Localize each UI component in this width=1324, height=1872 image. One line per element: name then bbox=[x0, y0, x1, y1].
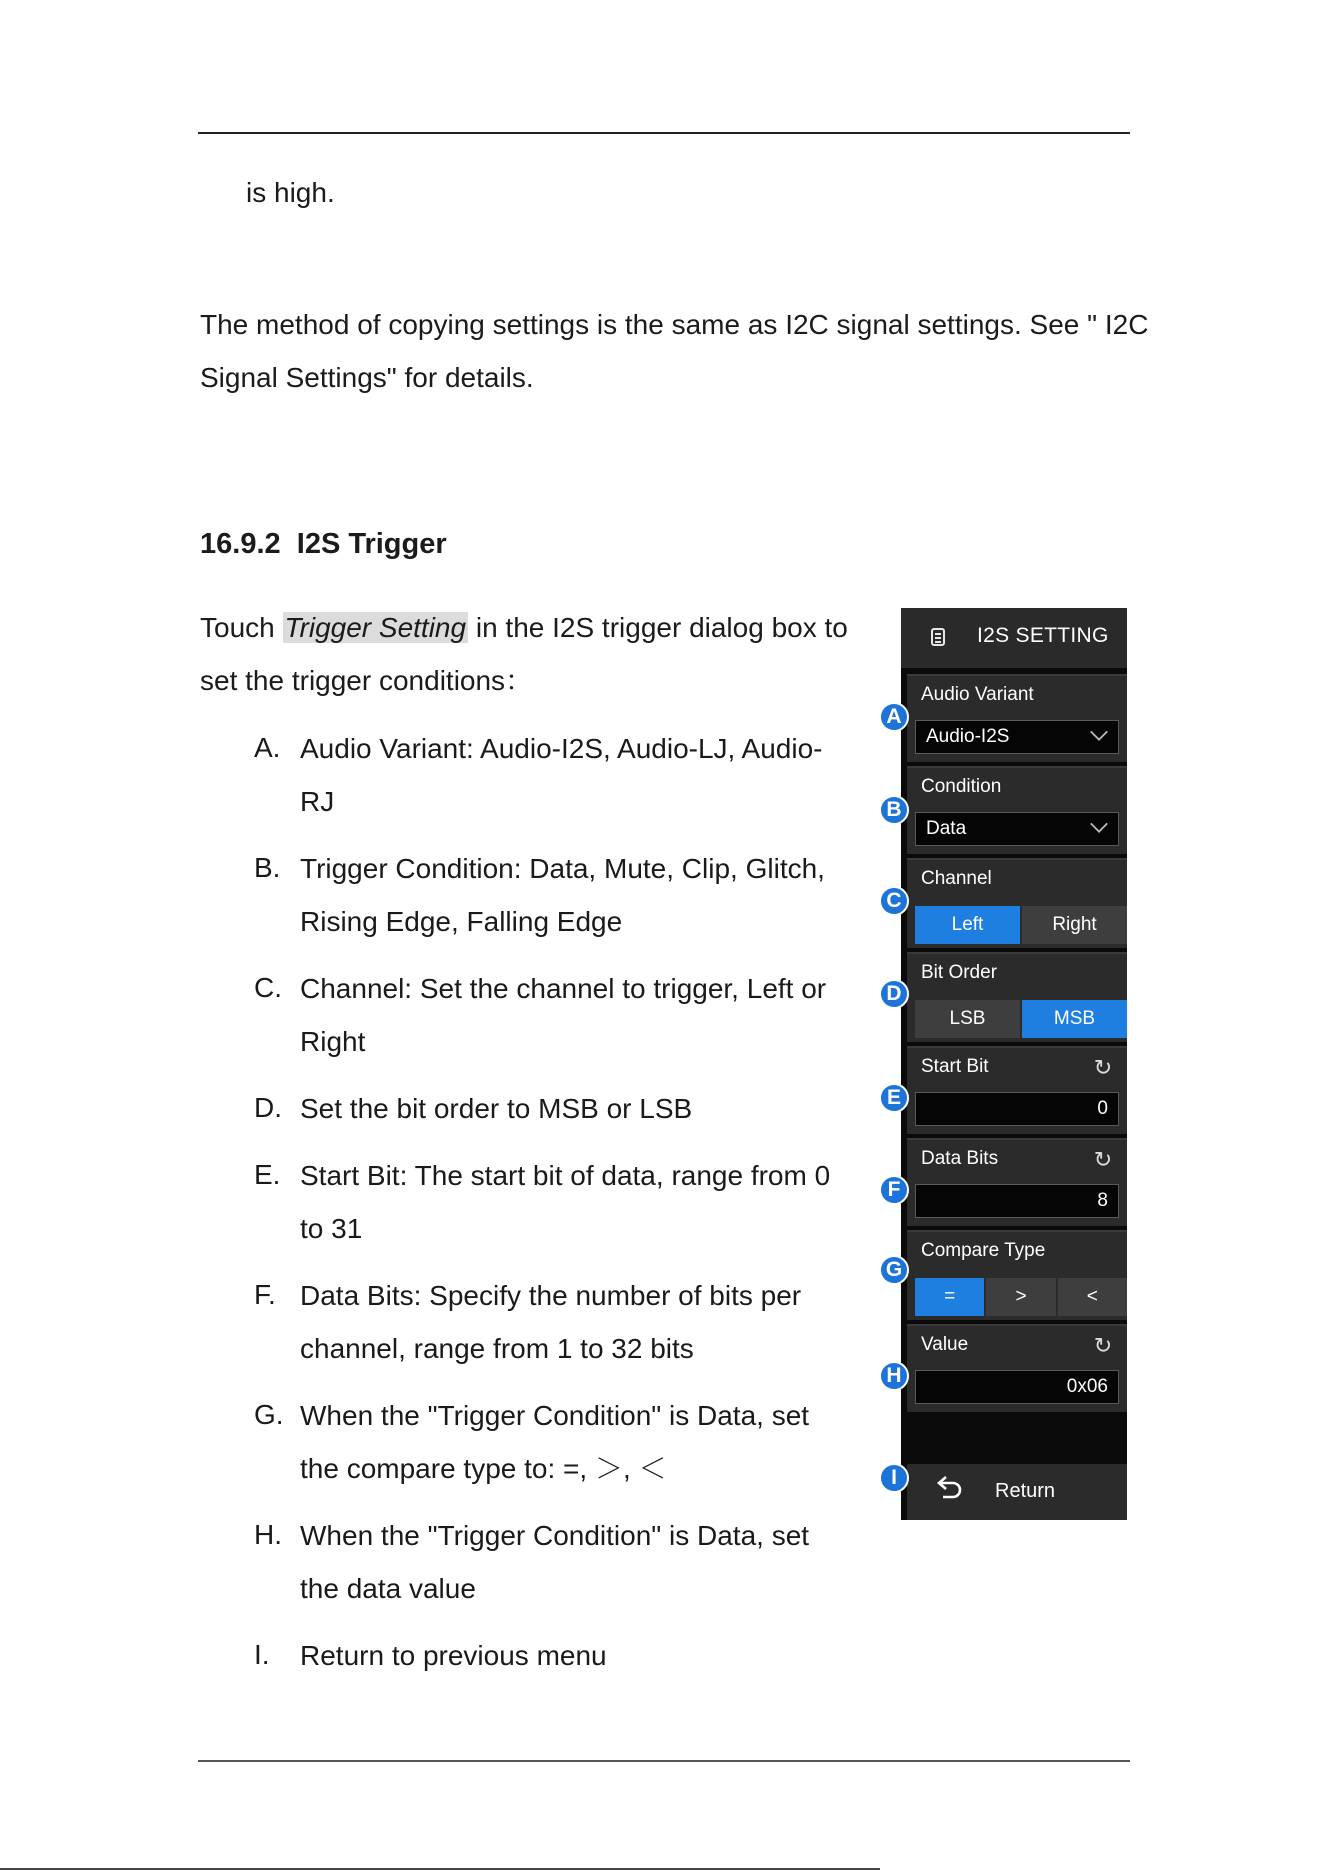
callout-marker-d: D bbox=[879, 979, 909, 1009]
list-item-text: Channel: Set the channel to trigger, Left or Right bbox=[300, 973, 827, 1057]
start-bit-value: 0 bbox=[1097, 1098, 1108, 1119]
value-group bbox=[907, 1324, 1127, 1412]
return-icon bbox=[935, 1474, 963, 1502]
channel-group bbox=[907, 858, 1127, 948]
panel-header bbox=[901, 608, 1127, 668]
data-bits-group bbox=[907, 1138, 1127, 1226]
list-item-text: Audio Variant: Audio-I2S, Audio-LJ, Audio-RJ bbox=[300, 733, 823, 817]
section-heading bbox=[200, 527, 447, 561]
list-item-letter: B. bbox=[254, 852, 281, 883]
data-bits-label: Data Bits bbox=[921, 1148, 999, 1169]
trigger-setting-link: Trigger Setting bbox=[284, 612, 467, 643]
channel-segmented-control bbox=[915, 906, 1127, 944]
list-item-text: Return to previous menu bbox=[300, 1640, 607, 1671]
continuation-line: is high. bbox=[246, 177, 335, 208]
bit-order-lsb-option[interactable]: LSB bbox=[915, 1000, 1022, 1038]
callout-marker-i: I bbox=[879, 1463, 909, 1493]
compare-type-group bbox=[907, 1230, 1127, 1320]
callout-marker-b: B bbox=[879, 795, 909, 825]
list-item-letter: D. bbox=[254, 1092, 282, 1123]
reset-icon[interactable]: ↻ bbox=[1093, 1147, 1113, 1172]
compare-greater-option[interactable]: > bbox=[986, 1278, 1057, 1316]
list-item-letter: G. bbox=[254, 1399, 284, 1430]
document-icon bbox=[931, 628, 945, 646]
callout-marker-c: C bbox=[879, 886, 909, 916]
copy-paragraph-line-2: Signal Settings" for details. bbox=[200, 362, 534, 393]
audio-variant-dropdown[interactable] bbox=[915, 720, 1119, 754]
condition-group bbox=[907, 766, 1127, 854]
callout-marker-f: F bbox=[879, 1175, 909, 1205]
callout-marker-a: A bbox=[879, 702, 909, 732]
start-bit-field[interactable] bbox=[915, 1092, 1119, 1126]
list-item-text: Trigger Condition: Data, Mute, Clip, Glitch, Rising Edge, Falling Edge bbox=[300, 853, 825, 937]
callout-marker-g: G bbox=[879, 1255, 909, 1285]
start-bit-group bbox=[907, 1046, 1127, 1134]
bit-order-label: Bit Order bbox=[921, 962, 998, 983]
compare-less-option[interactable]: < bbox=[1058, 1278, 1127, 1316]
list-item-letter: F. bbox=[254, 1279, 276, 1310]
channel-right-option[interactable]: Right bbox=[1022, 906, 1127, 944]
section-number: 16.9.2 bbox=[200, 528, 281, 560]
bit-order-msb-option[interactable]: MSB bbox=[1022, 1000, 1127, 1038]
condition-label: Condition bbox=[921, 776, 1002, 797]
list-item-letter: H. bbox=[254, 1519, 282, 1550]
page-edge-rule bbox=[0, 1868, 880, 1870]
list-item-text: When the "Trigger Condition" is Data, set the compare type to: =, ＞, ＜ bbox=[300, 1400, 810, 1484]
compare-equal-option[interactable]: = bbox=[915, 1278, 986, 1316]
list-item-text: Data Bits: Specify the number of bits per channel, range from 1 to 32 bits bbox=[300, 1280, 802, 1364]
list-item-text: Start Bit: The start bit of data, range from 0 to 31 bbox=[300, 1160, 831, 1244]
callout-marker-h: H bbox=[879, 1361, 909, 1391]
bit-order-group bbox=[907, 952, 1127, 1042]
panel-title: I2S SETTING bbox=[977, 624, 1109, 647]
list-item-letter: I. bbox=[254, 1639, 270, 1670]
list-item-letter: A. bbox=[254, 732, 281, 763]
callout-marker-e: E bbox=[879, 1083, 909, 1113]
reset-icon[interactable]: ↻ bbox=[1093, 1055, 1113, 1080]
reset-icon[interactable]: ↻ bbox=[1093, 1333, 1113, 1358]
bit-order-segmented-control bbox=[915, 1000, 1127, 1038]
channel-label: Channel bbox=[921, 868, 992, 889]
return-button[interactable] bbox=[907, 1464, 1127, 1520]
list-item-letter: E. bbox=[254, 1159, 281, 1190]
compare-type-label: Compare Type bbox=[921, 1240, 1046, 1261]
intro-line-2: set the trigger conditions： bbox=[200, 665, 534, 696]
audio-variant-group bbox=[907, 674, 1127, 762]
return-label: Return bbox=[995, 1480, 1056, 1502]
value-field[interactable] bbox=[915, 1370, 1119, 1404]
compare-type-segmented-control bbox=[915, 1278, 1127, 1316]
channel-left-option[interactable]: Left bbox=[915, 906, 1022, 944]
chevron-down-icon bbox=[1090, 723, 1108, 741]
list-item-text: Set the bit order to MSB or LSB bbox=[300, 1093, 693, 1124]
i2s-setting-panel bbox=[901, 608, 1127, 1520]
start-bit-label: Start Bit bbox=[921, 1056, 989, 1077]
list-item-letter: C. bbox=[254, 972, 282, 1003]
data-bits-value: 8 bbox=[1097, 1190, 1108, 1211]
audio-variant-value: Audio-I2S bbox=[926, 726, 1010, 747]
list-item-text: When the "Trigger Condition" is Data, set the data value bbox=[300, 1520, 810, 1604]
data-bits-field[interactable] bbox=[915, 1184, 1119, 1218]
header-rule bbox=[198, 132, 1130, 134]
condition-value: Data bbox=[926, 818, 967, 839]
section-title: I2S Trigger bbox=[296, 528, 447, 560]
condition-dropdown[interactable] bbox=[915, 812, 1119, 846]
intro-line-1 bbox=[200, 611, 848, 645]
audio-variant-label: Audio Variant bbox=[921, 684, 1034, 705]
value-value: 0x06 bbox=[1066, 1376, 1108, 1397]
chevron-down-icon bbox=[1090, 815, 1108, 833]
intro-suffix: in the I2S trigger dialog box to bbox=[468, 612, 848, 643]
footer-rule bbox=[198, 1760, 1130, 1762]
intro-prefix: Touch bbox=[200, 612, 283, 643]
copy-paragraph-line-1: The method of copying settings is the same as I2C signal settings. See " I2C bbox=[200, 309, 1149, 340]
value-label: Value bbox=[921, 1334, 969, 1355]
